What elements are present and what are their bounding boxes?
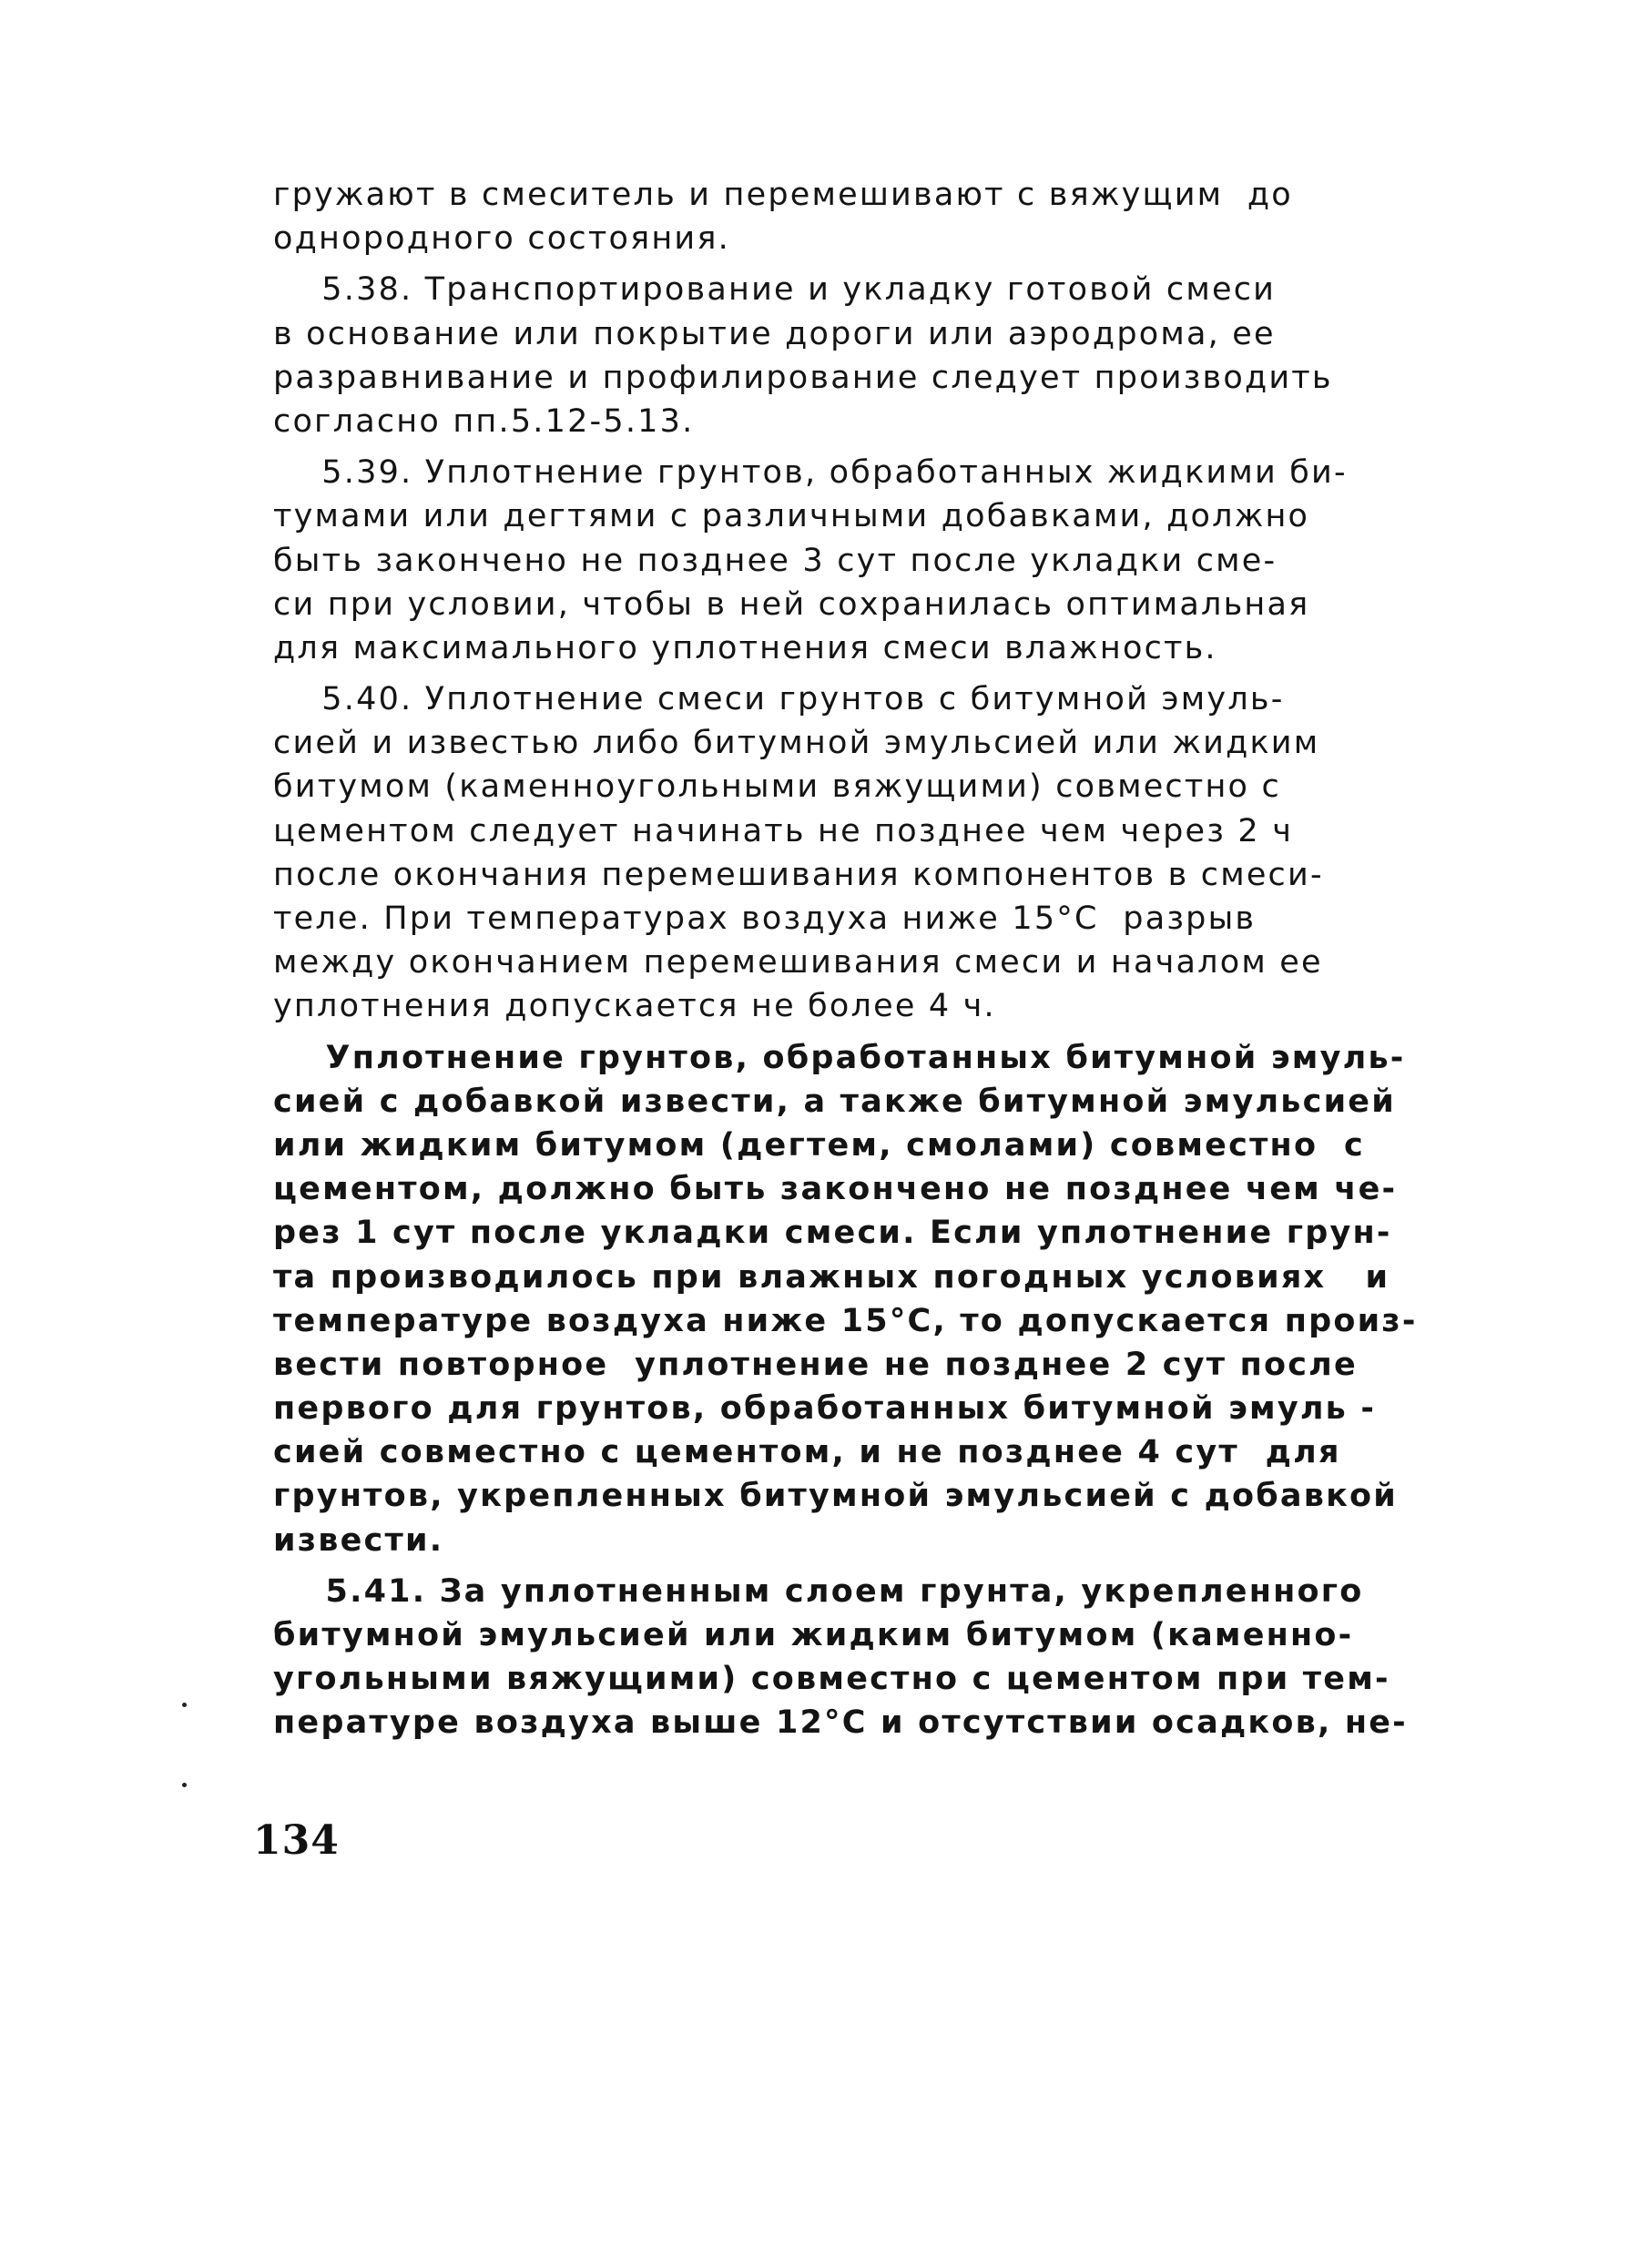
text-line: гружают в смеситель и перемешивают с вяжущим до bbox=[273, 177, 1293, 213]
body-text bbox=[273, 173, 1457, 1745]
text-line: согласно пп.5.12-5.13. bbox=[273, 402, 695, 440]
text-line: однородного состояния. bbox=[273, 220, 730, 258]
paragraph-continuation bbox=[273, 173, 1457, 260]
text-line: теле. При температурах воздуха ниже 15°С разрыв bbox=[273, 900, 1257, 937]
text-line: сией с добавкой извести, а также битумной эмульсией bbox=[273, 1083, 1396, 1120]
text-line: 5.40. Уплотнение смеси грунтов с битумной эмуль- bbox=[273, 681, 1285, 718]
text-line: 5.41. За уплотненным слоем грунта, укрепленного bbox=[273, 1572, 1364, 1610]
text-line: 5.39. Уплотнение грунтов, обработанных жидкими би- bbox=[273, 454, 1348, 492]
text-line: Уплотнение грунтов, обработанных битумной эмуль- bbox=[273, 1039, 1406, 1076]
text-line: вести повторное уплотнение не позднее 2 сут после bbox=[273, 1346, 1358, 1383]
text-line: извести. bbox=[273, 1521, 444, 1559]
text-line: 5.38. Транспортирование и укладку готовой смеси bbox=[273, 271, 1277, 309]
text-line: битумной эмульсией или жидким битумом (каменно- bbox=[273, 1617, 1354, 1653]
text-line: битумом (каменноугольными вяжущими) совместно с bbox=[273, 768, 1281, 806]
text-line: быть закончено не позднее 3 сут после укладки сме- bbox=[273, 542, 1278, 579]
text-line: первого для грунтов, обработанных битумной эмуль - bbox=[273, 1390, 1377, 1428]
text-line: в основание или покрытие дороги или аэродрома, ее bbox=[273, 315, 1276, 352]
paragraph-5-38 bbox=[273, 268, 1457, 443]
text-line: сией и известью либо битумной эмульсией или жидким bbox=[273, 725, 1320, 762]
text-line: разравнивание и профилирование следует производить bbox=[273, 359, 1333, 396]
text-line: си при условии, чтобы в ней сохранилась оптимальная bbox=[273, 585, 1310, 623]
text-line: или жидким битумом (дегтем, смолами) совместно с bbox=[273, 1126, 1365, 1164]
paragraph-5-41 bbox=[273, 1570, 1457, 1745]
text-line: температуре воздуха ниже 15°С, то допускается произ- bbox=[273, 1302, 1418, 1339]
paragraph-5-40-continued bbox=[273, 1036, 1457, 1562]
page-number: 134 bbox=[253, 1817, 340, 1864]
scan-speck bbox=[182, 1783, 187, 1787]
text-line: рез 1 сут после укладки смеси. Если уплотнение грун- bbox=[273, 1215, 1392, 1252]
paragraph-5-39 bbox=[273, 451, 1457, 670]
text-line: пературе воздуха выше 12°С и отсутствии осадков, не- bbox=[273, 1704, 1408, 1742]
text-line: цементом следует начинать не позднее чем через 2 ч bbox=[273, 812, 1294, 849]
text-line: после окончания перемешивания компонентов в смеси- bbox=[273, 856, 1324, 893]
text-line: тумами или дегтями с различными добавками, должно bbox=[273, 498, 1310, 535]
scan-speck bbox=[182, 1703, 187, 1707]
text-line: угольными вяжущими) совместно с цементом при тем- bbox=[273, 1661, 1390, 1698]
text-line: сией совместно с цементом, и не позднее 4 сут для bbox=[273, 1434, 1341, 1471]
text-line: между окончанием перемешивания смеси и началом ее bbox=[273, 944, 1323, 981]
text-line: цементом, должно быть закончено не позднее чем че- bbox=[273, 1171, 1398, 1208]
text-line: для максимального уплотнения смеси влажность. bbox=[273, 629, 1217, 666]
paragraph-5-40 bbox=[273, 677, 1457, 1029]
text-line: та производилось при влажных погодных условиях и bbox=[273, 1258, 1390, 1296]
text-line: грунтов, укрепленных битумной эмульсией с добавкой bbox=[273, 1478, 1399, 1515]
text-line: уплотнения допускается не более 4 ч. bbox=[273, 988, 996, 1025]
